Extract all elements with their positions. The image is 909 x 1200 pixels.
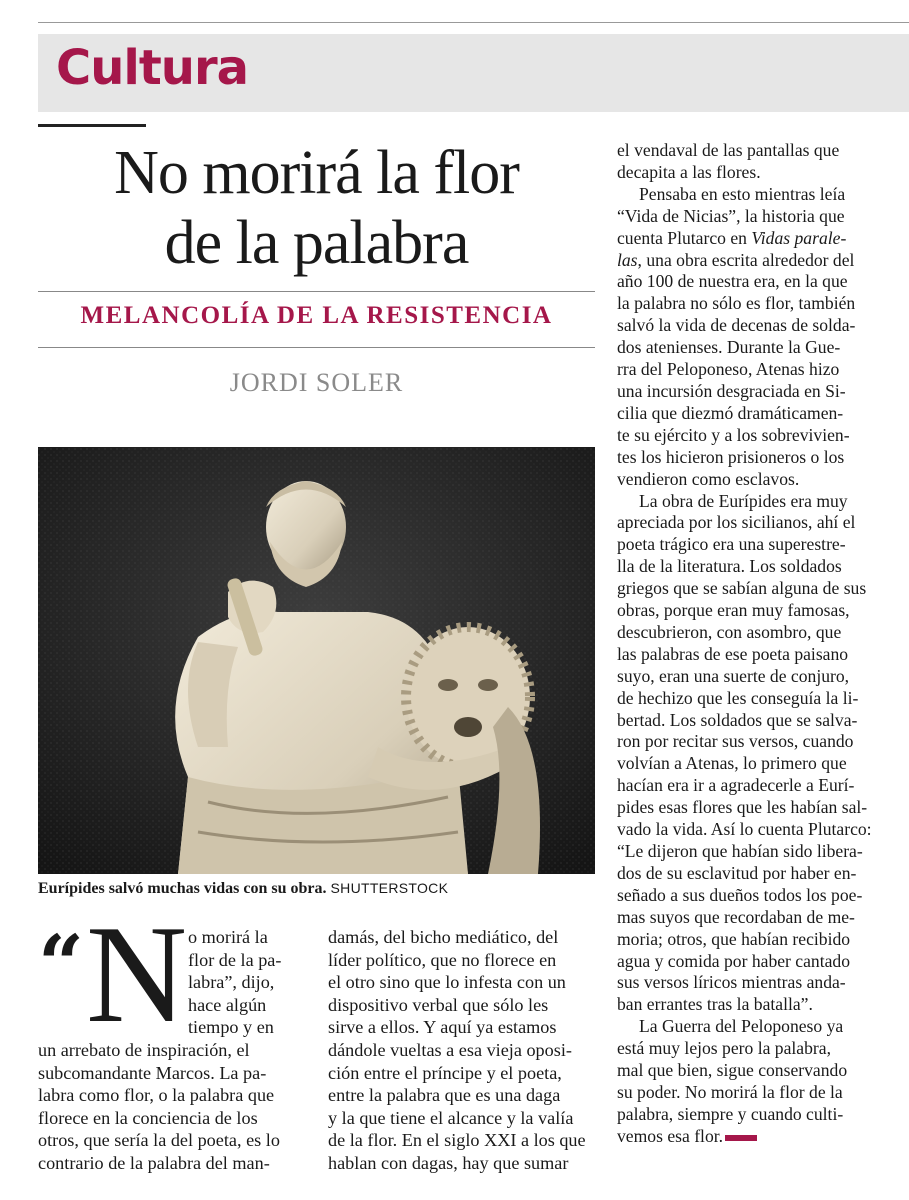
text-line: dándole vueltas a esa vieja oposi-	[328, 1039, 572, 1060]
text-line: mas suyos que recordaban de me-	[617, 906, 855, 927]
text-line: palabra, siempre y cuando culti-	[617, 1103, 844, 1124]
text-line: apreciada por los sicilianos, ahí el	[617, 512, 856, 533]
text-line: su poder. No morirá la flor de la	[617, 1081, 843, 1102]
text-line: una incursión desgraciada en Si-	[617, 380, 846, 401]
text-line: un arrebato de inspiración, el	[38, 1040, 250, 1060]
text-line	[617, 1126, 891, 1148]
text-line: La Guerra del Peloponeso ya	[639, 1016, 844, 1037]
text-line	[617, 250, 891, 272]
text-line: entre la palabra que es una daga	[328, 1085, 561, 1106]
text-line: dos de su esclavitud por haber en-	[617, 862, 857, 883]
text-line: mal que bien, sigue conservando	[617, 1060, 848, 1081]
drop-cap: N	[86, 897, 188, 1052]
text-line: tiempo y en	[188, 1017, 274, 1038]
headline	[38, 138, 595, 278]
text-line: labra”, dijo,	[188, 972, 275, 993]
book-title: las	[617, 249, 638, 270]
text-line: La obra de Eurípides era muy	[639, 490, 848, 511]
byline: JORDI SOLER	[229, 368, 404, 397]
text-line: o morirá la	[188, 927, 268, 947]
text-line: contrario de la palabra del man-	[38, 1152, 270, 1173]
text-line: Pensaba en esto mientras leía	[639, 183, 846, 204]
text-line: de hechizo que les conseguía la li-	[617, 687, 859, 708]
text-line: tes los hicieron prisioneros o los	[617, 446, 845, 467]
text-line: el vendaval de las pantallas que	[617, 140, 840, 160]
text-line: subcomandante Marcos. La pa-	[38, 1062, 267, 1083]
text-line: volvían a Atenas, lo primero que	[617, 753, 847, 774]
text-line: hace algún	[188, 994, 267, 1015]
text-line: labra como flor, o la palabra que	[38, 1085, 275, 1106]
section-label: Cultura	[56, 40, 249, 96]
text-line: salvó la vida de decenas de solda-	[617, 315, 856, 336]
text-line: agua y comida por haber cantado	[617, 950, 851, 971]
photo-caption	[38, 880, 598, 898]
text-line: de la flor. En el siglo XXI a los que	[328, 1130, 586, 1151]
headline-rule	[38, 124, 146, 127]
headline-line-2: de la palabra	[164, 209, 469, 277]
text-line: ron por recitar sus versos, cuando	[617, 731, 854, 752]
section-header	[38, 34, 909, 112]
top-rule	[38, 22, 909, 23]
headline-line-1: No morirá la flor	[114, 139, 519, 207]
kicker-rule-bottom	[38, 347, 595, 348]
text-line	[617, 228, 891, 250]
article-photo	[38, 447, 595, 874]
text-line: poeta trágico era una superestre-	[617, 534, 846, 555]
kicker-rule-top	[38, 291, 595, 292]
text-segment: , una obra escrita alrededor del	[637, 249, 855, 270]
text-line: vado la vida. Así lo cuenta Plutarco:	[617, 819, 872, 840]
text-line: vendieron como esclavos.	[617, 468, 800, 489]
text-line: bertad. Los soldados que se salva-	[617, 709, 858, 730]
text-line: griegos que se sabían alguna de sus	[617, 578, 867, 599]
text-line: damás, del bicho mediático, del	[328, 927, 559, 947]
text-line: suyo, eran una suerte de conjuro,	[617, 665, 850, 686]
text-line: florece en la conciencia de los	[38, 1107, 258, 1128]
text-line: dos atenienses. Durante la Gue-	[617, 337, 841, 358]
caption-text: Eurípides salvó muchas vidas con su obra.	[38, 880, 327, 897]
text-line: lla de la literatura. Los soldados	[617, 556, 842, 577]
text-line: año 100 de nuestra era, en la que	[617, 271, 848, 292]
text-line: decapita a las flores.	[617, 161, 761, 182]
text-line: rra del Peloponeso, Atenas hizo	[617, 359, 840, 380]
text-segment: vemos esa flor.	[617, 1125, 724, 1146]
book-title: Vidas parale-	[751, 227, 847, 248]
text-line: sus versos líricos mientras anda-	[617, 972, 846, 993]
text-line: ban errantes tras la batalla”.	[617, 994, 813, 1015]
statue-icon	[38, 447, 595, 874]
text-line: líder político, que no florece en	[328, 949, 557, 970]
column-3-body	[617, 140, 891, 1148]
text-line: dispositivo verbal que sólo les	[328, 994, 549, 1015]
text-line: moria; otros, que habían recibido	[617, 928, 851, 949]
column-1-body	[38, 1039, 308, 1175]
text-line: descubrieron, con asombro, que	[617, 621, 842, 642]
text-line: “Vida de Nicias”, la historia que	[617, 205, 845, 226]
text-line: otros, que sería la del poeta, es lo	[38, 1130, 280, 1151]
photo-credit: SHUTTERSTOCK	[330, 880, 449, 896]
text-line: pides esas flores que les habían sal-	[617, 797, 868, 818]
column-2-body	[328, 926, 598, 1175]
text-line: señado a sus dueños todos los poe-	[617, 884, 863, 905]
text-line: cilia que diezmó dramáticamen-	[617, 402, 844, 423]
column-1-drop-lines	[188, 926, 306, 1039]
text-line: te su ejército y a los sobrevivien-	[617, 424, 850, 445]
text-line: el otro sino que lo infesta con un	[328, 972, 566, 993]
opening-quote-mark: “	[38, 917, 85, 1011]
text-line: hacían era ir a agradecerle a Eurí-	[617, 775, 855, 796]
end-mark	[725, 1135, 757, 1141]
kicker: MELANCOLÍA DE LA RESISTENCIA	[80, 302, 553, 329]
text-line: ción entre el príncipe y el poeta,	[328, 1062, 562, 1083]
text-line: la palabra no sólo es flor, también	[617, 293, 856, 314]
text-line: flor de la pa-	[188, 949, 282, 970]
text-line: y la que tiene el alcance y la valía	[328, 1107, 574, 1128]
text-segment: cuenta Plutarco en	[617, 227, 752, 248]
text-line: hablan con dagas, hay que sumar	[328, 1152, 569, 1173]
text-line: sirve a ellos. Y aquí ya estamos	[328, 1017, 557, 1038]
text-line: “Le dijeron que habían sido libera-	[617, 841, 863, 861]
text-line: obras, porque eran muy famosas,	[617, 600, 850, 621]
text-line: está muy lejos pero la palabra,	[617, 1038, 831, 1059]
text-line: las palabras de ese poeta paisano	[617, 643, 849, 664]
